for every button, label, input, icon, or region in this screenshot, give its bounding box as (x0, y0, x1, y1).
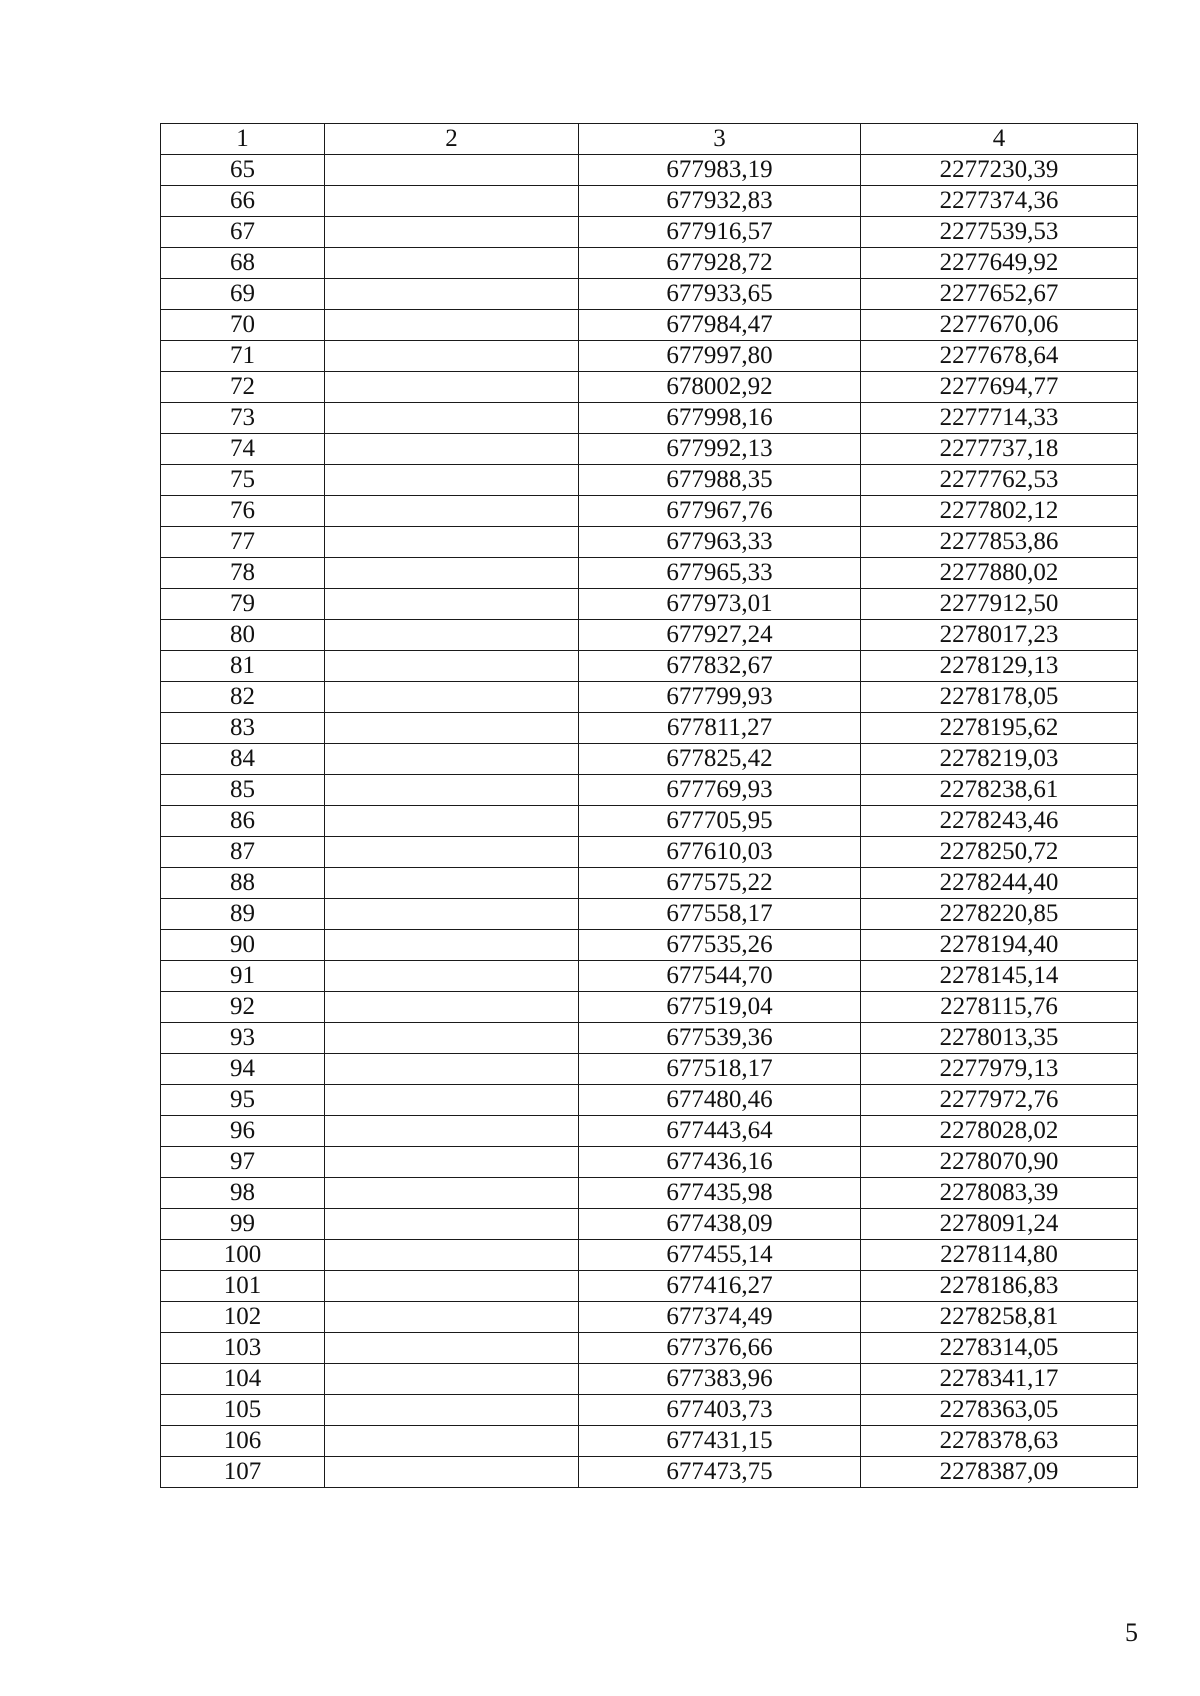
empty-cell (325, 651, 579, 682)
y-coordinate-cell: 2277762,53 (861, 465, 1138, 496)
y-coordinate-cell: 2277649,92 (861, 248, 1138, 279)
x-coordinate-cell: 677927,24 (579, 620, 861, 651)
x-coordinate-cell: 677988,35 (579, 465, 861, 496)
empty-cell (325, 1023, 579, 1054)
x-coordinate-cell: 677416,27 (579, 1271, 861, 1302)
table-row (161, 899, 1138, 930)
empty-cell (325, 1054, 579, 1085)
table-row (161, 1271, 1138, 1302)
y-coordinate-cell: 2277880,02 (861, 558, 1138, 589)
y-coordinate-cell: 2278238,61 (861, 775, 1138, 806)
table-row (161, 1116, 1138, 1147)
table-row (161, 1302, 1138, 1333)
point-number-cell: 81 (161, 651, 325, 682)
y-coordinate-cell: 2278387,09 (861, 1457, 1138, 1488)
empty-cell (325, 1209, 579, 1240)
empty-cell (325, 465, 579, 496)
empty-cell (325, 1116, 579, 1147)
header-col-1: 1 (161, 124, 325, 155)
empty-cell (325, 1364, 579, 1395)
y-coordinate-cell: 2278028,02 (861, 1116, 1138, 1147)
y-coordinate-cell: 2278219,03 (861, 744, 1138, 775)
y-coordinate-cell: 2277979,13 (861, 1054, 1138, 1085)
empty-cell (325, 341, 579, 372)
x-coordinate-cell: 677435,98 (579, 1178, 861, 1209)
table-row (161, 589, 1138, 620)
empty-cell (325, 403, 579, 434)
table-row (161, 1085, 1138, 1116)
point-number-cell: 89 (161, 899, 325, 930)
x-coordinate-cell: 677932,83 (579, 186, 861, 217)
empty-cell (325, 837, 579, 868)
x-coordinate-cell: 677973,01 (579, 589, 861, 620)
y-coordinate-cell: 2277802,12 (861, 496, 1138, 527)
table-header (161, 124, 1138, 155)
point-number-cell: 66 (161, 186, 325, 217)
empty-cell (325, 558, 579, 589)
table-row (161, 310, 1138, 341)
x-coordinate-cell: 677799,93 (579, 682, 861, 713)
y-coordinate-cell: 2278220,85 (861, 899, 1138, 930)
point-number-cell: 75 (161, 465, 325, 496)
table-row (161, 651, 1138, 682)
x-coordinate-cell: 677436,16 (579, 1147, 861, 1178)
point-number-cell: 106 (161, 1426, 325, 1457)
table-body (161, 155, 1138, 1488)
point-number-cell: 88 (161, 868, 325, 899)
y-coordinate-cell: 2277374,36 (861, 186, 1138, 217)
table-row (161, 527, 1138, 558)
point-number-cell: 102 (161, 1302, 325, 1333)
table-row (161, 186, 1138, 217)
x-coordinate-cell: 678002,92 (579, 372, 861, 403)
y-coordinate-cell: 2277539,53 (861, 217, 1138, 248)
point-number-cell: 105 (161, 1395, 325, 1426)
x-coordinate-cell: 677374,49 (579, 1302, 861, 1333)
y-coordinate-cell: 2278194,40 (861, 930, 1138, 961)
point-number-cell: 73 (161, 403, 325, 434)
empty-cell (325, 155, 579, 186)
point-number-cell: 78 (161, 558, 325, 589)
x-coordinate-cell: 677455,14 (579, 1240, 861, 1271)
table-row (161, 1364, 1138, 1395)
table-row (161, 868, 1138, 899)
y-coordinate-cell: 2277972,76 (861, 1085, 1138, 1116)
table-row (161, 1240, 1138, 1271)
x-coordinate-cell: 677539,36 (579, 1023, 861, 1054)
table-row (161, 1023, 1138, 1054)
y-coordinate-cell: 2278129,13 (861, 651, 1138, 682)
table-row (161, 961, 1138, 992)
y-coordinate-cell: 2278114,80 (861, 1240, 1138, 1271)
y-coordinate-cell: 2278070,90 (861, 1147, 1138, 1178)
x-coordinate-cell: 677376,66 (579, 1333, 861, 1364)
point-number-cell: 76 (161, 496, 325, 527)
empty-cell (325, 1302, 579, 1333)
x-coordinate-cell: 677518,17 (579, 1054, 861, 1085)
x-coordinate-cell: 677705,95 (579, 806, 861, 837)
table-row (161, 1209, 1138, 1240)
table-row (161, 744, 1138, 775)
y-coordinate-cell: 2278341,17 (861, 1364, 1138, 1395)
x-coordinate-cell: 677519,04 (579, 992, 861, 1023)
y-coordinate-cell: 2278378,63 (861, 1426, 1138, 1457)
empty-cell (325, 961, 579, 992)
table-row (161, 372, 1138, 403)
table-row (161, 837, 1138, 868)
y-coordinate-cell: 2278195,62 (861, 713, 1138, 744)
x-coordinate-cell: 677916,57 (579, 217, 861, 248)
point-number-cell: 92 (161, 992, 325, 1023)
empty-cell (325, 620, 579, 651)
table-row (161, 465, 1138, 496)
table-row (161, 155, 1138, 186)
point-number-cell: 90 (161, 930, 325, 961)
table-row (161, 279, 1138, 310)
empty-cell (325, 527, 579, 558)
y-coordinate-cell: 2277737,18 (861, 434, 1138, 465)
y-coordinate-cell: 2278363,05 (861, 1395, 1138, 1426)
empty-cell (325, 1395, 579, 1426)
point-number-cell: 67 (161, 217, 325, 248)
point-number-cell: 79 (161, 589, 325, 620)
empty-cell (325, 806, 579, 837)
table-row (161, 1054, 1138, 1085)
empty-cell (325, 992, 579, 1023)
empty-cell (325, 868, 579, 899)
y-coordinate-cell: 2278178,05 (861, 682, 1138, 713)
point-number-cell: 82 (161, 682, 325, 713)
empty-cell (325, 1333, 579, 1364)
y-coordinate-cell: 2278115,76 (861, 992, 1138, 1023)
x-coordinate-cell: 677832,67 (579, 651, 861, 682)
point-number-cell: 70 (161, 310, 325, 341)
table-row (161, 775, 1138, 806)
y-coordinate-cell: 2277678,64 (861, 341, 1138, 372)
y-coordinate-cell: 2277714,33 (861, 403, 1138, 434)
table-row (161, 713, 1138, 744)
x-coordinate-cell: 677480,46 (579, 1085, 861, 1116)
table-row (161, 1426, 1138, 1457)
table-row (161, 1178, 1138, 1209)
x-coordinate-cell: 677473,75 (579, 1457, 861, 1488)
x-coordinate-cell: 677984,47 (579, 310, 861, 341)
y-coordinate-cell: 2278013,35 (861, 1023, 1138, 1054)
empty-cell (325, 248, 579, 279)
y-coordinate-cell: 2277670,06 (861, 310, 1138, 341)
point-number-cell: 95 (161, 1085, 325, 1116)
empty-cell (325, 744, 579, 775)
x-coordinate-cell: 677998,16 (579, 403, 861, 434)
table-row (161, 1333, 1138, 1364)
x-coordinate-cell: 677575,22 (579, 868, 861, 899)
empty-cell (325, 1147, 579, 1178)
x-coordinate-cell: 677558,17 (579, 899, 861, 930)
empty-cell (325, 775, 579, 806)
empty-cell (325, 1457, 579, 1488)
x-coordinate-cell: 677438,09 (579, 1209, 861, 1240)
x-coordinate-cell: 677535,26 (579, 930, 861, 961)
point-number-cell: 93 (161, 1023, 325, 1054)
empty-cell (325, 372, 579, 403)
x-coordinate-cell: 677443,64 (579, 1116, 861, 1147)
table-row (161, 1457, 1138, 1488)
point-number-cell: 96 (161, 1116, 325, 1147)
point-number-cell: 71 (161, 341, 325, 372)
header-col-4: 4 (861, 124, 1138, 155)
y-coordinate-cell: 2278083,39 (861, 1178, 1138, 1209)
point-number-cell: 85 (161, 775, 325, 806)
coordinates-table (160, 123, 1138, 1488)
page-number: 5 (1125, 1618, 1138, 1647)
empty-cell (325, 186, 579, 217)
x-coordinate-cell: 677992,13 (579, 434, 861, 465)
y-coordinate-cell: 2277694,77 (861, 372, 1138, 403)
empty-cell (325, 713, 579, 744)
y-coordinate-cell: 2277912,50 (861, 589, 1138, 620)
x-coordinate-cell: 677967,76 (579, 496, 861, 527)
table-row (161, 1147, 1138, 1178)
header-col-3: 3 (579, 124, 861, 155)
point-number-cell: 97 (161, 1147, 325, 1178)
x-coordinate-cell: 677983,19 (579, 155, 861, 186)
point-number-cell: 80 (161, 620, 325, 651)
y-coordinate-cell: 2278145,14 (861, 961, 1138, 992)
empty-cell (325, 310, 579, 341)
x-coordinate-cell: 677928,72 (579, 248, 861, 279)
y-coordinate-cell: 2278314,05 (861, 1333, 1138, 1364)
x-coordinate-cell: 677811,27 (579, 713, 861, 744)
empty-cell (325, 1240, 579, 1271)
header-col-2: 2 (325, 124, 579, 155)
y-coordinate-cell: 2278250,72 (861, 837, 1138, 868)
x-coordinate-cell: 677963,33 (579, 527, 861, 558)
x-coordinate-cell: 677965,33 (579, 558, 861, 589)
table-row (161, 558, 1138, 589)
x-coordinate-cell: 677431,15 (579, 1426, 861, 1457)
empty-cell (325, 682, 579, 713)
table-row (161, 1395, 1138, 1426)
x-coordinate-cell: 677825,42 (579, 744, 861, 775)
table-row (161, 992, 1138, 1023)
empty-cell (325, 1426, 579, 1457)
empty-cell (325, 899, 579, 930)
point-number-cell: 69 (161, 279, 325, 310)
empty-cell (325, 930, 579, 961)
table-row (161, 341, 1138, 372)
point-number-cell: 98 (161, 1178, 325, 1209)
point-number-cell: 94 (161, 1054, 325, 1085)
empty-cell (325, 1085, 579, 1116)
table-row (161, 434, 1138, 465)
point-number-cell: 103 (161, 1333, 325, 1364)
x-coordinate-cell: 677997,80 (579, 341, 861, 372)
table-row (161, 403, 1138, 434)
point-number-cell: 100 (161, 1240, 325, 1271)
x-coordinate-cell: 677544,70 (579, 961, 861, 992)
x-coordinate-cell: 677769,93 (579, 775, 861, 806)
table-row (161, 217, 1138, 248)
table-row (161, 496, 1138, 527)
table-row (161, 620, 1138, 651)
table-row (161, 248, 1138, 279)
point-number-cell: 72 (161, 372, 325, 403)
point-number-cell: 74 (161, 434, 325, 465)
empty-cell (325, 1178, 579, 1209)
table-row (161, 930, 1138, 961)
y-coordinate-cell: 2278017,23 (861, 620, 1138, 651)
y-coordinate-cell: 2277853,86 (861, 527, 1138, 558)
point-number-cell: 65 (161, 155, 325, 186)
empty-cell (325, 589, 579, 620)
y-coordinate-cell: 2277230,39 (861, 155, 1138, 186)
point-number-cell: 87 (161, 837, 325, 868)
header-row (161, 124, 1138, 155)
point-number-cell: 107 (161, 1457, 325, 1488)
empty-cell (325, 1271, 579, 1302)
point-number-cell: 101 (161, 1271, 325, 1302)
empty-cell (325, 434, 579, 465)
x-coordinate-cell: 677383,96 (579, 1364, 861, 1395)
point-number-cell: 68 (161, 248, 325, 279)
y-coordinate-cell: 2278243,46 (861, 806, 1138, 837)
empty-cell (325, 279, 579, 310)
point-number-cell: 84 (161, 744, 325, 775)
y-coordinate-cell: 2278258,81 (861, 1302, 1138, 1333)
x-coordinate-cell: 677933,65 (579, 279, 861, 310)
point-number-cell: 91 (161, 961, 325, 992)
point-number-cell: 83 (161, 713, 325, 744)
empty-cell (325, 217, 579, 248)
x-coordinate-cell: 677403,73 (579, 1395, 861, 1426)
table-row (161, 806, 1138, 837)
empty-cell (325, 496, 579, 527)
x-coordinate-cell: 677610,03 (579, 837, 861, 868)
point-number-cell: 99 (161, 1209, 325, 1240)
y-coordinate-cell: 2277652,67 (861, 279, 1138, 310)
y-coordinate-cell: 2278091,24 (861, 1209, 1138, 1240)
y-coordinate-cell: 2278186,83 (861, 1271, 1138, 1302)
point-number-cell: 77 (161, 527, 325, 558)
point-number-cell: 86 (161, 806, 325, 837)
y-coordinate-cell: 2278244,40 (861, 868, 1138, 899)
table-row (161, 682, 1138, 713)
point-number-cell: 104 (161, 1364, 325, 1395)
